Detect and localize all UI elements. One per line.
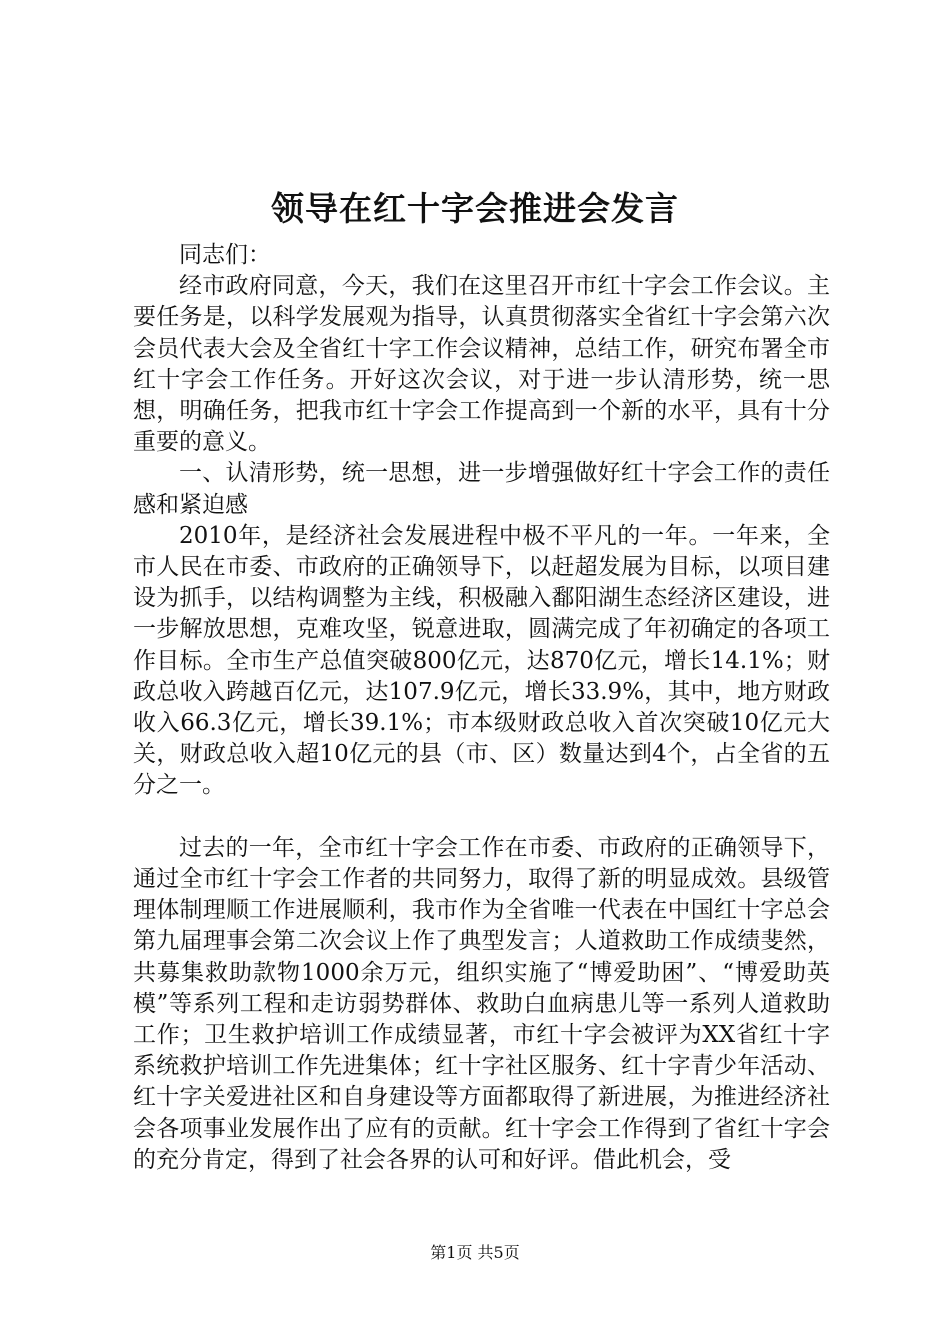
blank-line (133, 802, 830, 833)
intro-paragraph: 经市政府同意，今天，我们在这里召开市红十字会工作会议。主要任务是，以科学发展观为指导，认真贯彻落实全省红十字会第六次会员代表大会及全省红十字工作会议精神，总结工作，研究布署全市红十字会工作任务。开好这次会议，对于进一步认清形势，统一思想，明确任务，把我市红十字会工作提高到一个新的水平，具有十分重要的意义。 (133, 273, 830, 456)
document-body (133, 240, 830, 1176)
section-heading: 一、认清形势，统一思想，进一步增强做好红十字会工作的责任感和紧迫感 (133, 460, 830, 518)
achievements-paragraph: 过去的一年，全市红十字会工作在市委、市政府的正确领导下，通过全市红十字会工作者的共同努力，取得了新的明显成效。县级管理体制理顺工作进展顺利，我市作为全省唯一代表在中国红十字总会第九届理事会第二次会议上作了典型发言；人道救助工作成绩斐然，共募集救助款物1000余万元，组织实施了“博爱助困”、“博爱助英模”等系列工程和走访弱势群体、救助白血病患儿等一系列人道救助工作；卫生救护培训工作成绩显著，市红十字会被评为XX省红十字系统救护培训工作先进集体；红十字社区服务、红十字青少年活动、红十字关爱进社区和自身建设等方面都取得了新进展，为推进经济社会各项事业发展作出了应有的贡献。红十字会工作得到了省红十字会的充分肯定，得到了社会各界的认可和好评。借此机会，受 (133, 834, 830, 1173)
economy-paragraph: 2010年，是经济社会发展进程中极不平凡的一年。一年来，全市人民在市委、市政府的正确领导下，以赶超发展为目标，以项目建设为抓手，以结构调整为主线，积极融入鄱阳湖生态经济区建设，进一步解放思想，克难攻坚，锐意进取，圆满完成了年初确定的各项工作目标。全市生产总值突破800亿元，达870亿元，增长14.1%；财政总收入跨越百亿元，达107.9亿元，增长33.9%，其中，地方财政收入66.3亿元，增长39.1%；市本级财政总收入首次突破10亿元大关，财政总收入超10亿元的县（市、区）数量达到4个，占全省的五分之一。 (133, 522, 830, 799)
page-footer: 第1页 共5页 (430, 1243, 520, 1262)
document-title: 领导在红十字会推进会发言 (271, 189, 679, 228)
salutation-paragraph: 同志们： (179, 242, 271, 268)
